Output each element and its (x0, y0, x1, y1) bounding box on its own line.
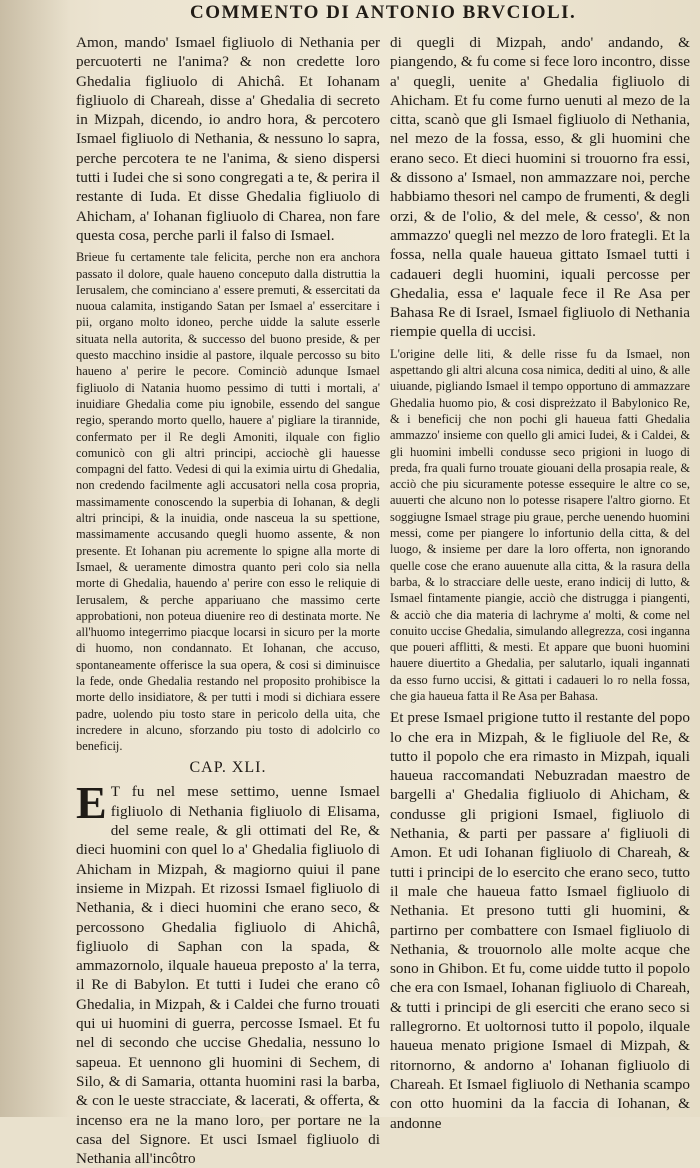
commentary-paragraph: Brieue fu certamente tale felicita, perche non era anchora passato il dolore, quale haueno conceputo dalla distruttia la Ierusalem, che cominciano a' essere premuti, & essercitati da nuoua calamita, instigando Satan per Ismael a' essercitare i pii, organo molto idoneo, perche uidde la salute esserle situata nella autorita, & successo del buono preside, & per questo macchino insidie al pastore, ilquale percosso su bito haueno a' perire le pecore. Cominciò adunque Ismael figliuolo di Natania huomo pessimo di tutti i mortali, a' inuidiare Ghedalia come piu ignobile, essendo del sangue regio, sperando morto quello, hauere a' pigliare la tirannide, confermato per il Re degli Amoniti, ilquale con figlio comunicò con gli altri principi, acciochè gli hauesse compagni del fatto. Vedesi di qui la eximia uirtu di Ghedalia, non credendo facilmente agli accusatori nella cosa propria, massimamente conoscendo la superbia di Iohanan, & degli altri principi, & la inuidia, onde nasceua la su spettione, massimamente accusando quegli huomo assente, & non presente. Et Iohanan piu acremente lo spigne alla morte di Ismael, & ueramente dimostra quanto peri colo sia nella morte di Ghedalia, hauendo a' perire con esso le reliquie di Ierusalem, & perche appariuano che massimo certe approbationi, non poteua diuenire reo di destinata morte. Ne all'huomo integerrimo piacque locarsi in sicuro per la morte di huomo, non condannato. Et Iohanan, che accuso, spontaneamente offerisce la sua opera, & cosi si diminuisce la fede, onde Ghedalia restando nel proposito prohibisce la morte dello insidiatore, & per tutti i modi si dichiara essere padre, uolendo piu tosto stare in pericolo della uita, che incredere in alcuno, sforzando piu tosto di adolcirlo co beneficij. (76, 250, 380, 754)
right-column (390, 33, 690, 1132)
scripture-paragraph: Et prese Ismael prigione tutto il restante del popo lo che era in Mizpah, & le figliuole del Re, & tutto il popolo che era rimasto in Mizpah, iquali haueua raccomandati Nebuzradan maestro de bargelli a' Ghedalia figliuolo di Ahicham, & condusse gli prigioni Ismael, figliuolo di Nethania, & parti per passare a' figliuoli di Amon. Et udi Iohanan figliuolo di Chareah, & tutti i principi de lo esercito che erano seco, tutto il male che haueua fatto Ismael figliuolo di Nethania. Et presono tutti gli huomini, & partirno per combattere con Ismael figliuolo di Nethania, & trouornolo alle molte acque che sono in Ghibon. Et fu, come uidde tutto il popolo che era con Ismael, Iohanan figliuolo di Chareah, & tutti i principi de gli eserciti che erano seco si rallegrorno. Et uoltornosi tutto il popolo, ilquale haueua menato prigione Ismael di Mizpah, & ritornorno, & andorno a' Iohanan figliuolo di Chareah. Et Ismael figliuolo di Nethania scampo con otto huomini da la faccia di Iohanan, & andonne (390, 709, 690, 1132)
scripture-paragraph: di quegli di Mizpah, ando' andando, & piangendo, & fu come si fece loro incontro, disse a' quegli, uenite a' Ghedalia figliuolo di Ahicham. Et fu come furno uenuti al mezo de la citta, scanò que gli Ismael figliuolo di Nethania, nel mezo de la fossa, esso, & gli huomini che erano seco. Et dieci huomini si trouorno fra essi, & dissono a' Ismael, non ammazzare noi, perche habbiamo thesori nel campo de frumenti, & degli orzi, & de l'olio, & del mele, & cesso', & non ammazzo' quegli nel mezzo de loro frategli. Et la fossa, nella quale haueua gittato Ismael tutti i cadaueri degli huomini, iquali percosse per Ghedalia, essa e' laquale fece il Re Asa per Bahasa Re di Israel, Ismael figliuolo di Nethania riempie quella di uccisi. (390, 34, 690, 341)
left-column (76, 33, 380, 1168)
scripture-paragraph: Amon, mando' Ismael figliuolo di Nethania per percuoterti ne l'anima? & non credette loro Ghedalia figliuolo di Ahichâ. Et Iohanam figliuolo di Chareah, disse a' Ghedalia di secreto in Mizpah, dicendo, io andro hora, & percotero Ismael figliuolo di Nethania, & nessuno lo sapra, perche percotera te ne l'anima, & sieno dispersi tutti i Iudei che si sono congregati a te, & perira il restante di Iuda. Et disse Ghedalia figliuolo di Ahicham, a' Iohanan figliuolo di Charea, non fare questa cosa, perche parli il falso di Ismael. (76, 34, 380, 244)
chapter-opening (76, 777, 380, 1168)
chapter-heading: CAP. XLI. (189, 759, 267, 777)
running-head: COMMENTO DI ANTONIO BRVCIOLI. (190, 2, 577, 23)
scripture-paragraph: T fu nel mese settimo, uenne Ismael figliuolo di Nethania figliuolo di Elisama, del seme reale, & gli ottimati del Re, & dieci huomini con quel lo a' Ghedalia figliuolo di Ahicham in Mizpah, & magiorno quiui il pane insieme in Mizpah. Et rizossi Ismael figliuolo di Nethania, & i dieci huomini che erano seco, & percossono Ghedalia figliuolo di Ahichâ, figliuolo di Saphan con la spada, & ammazornolo, ilquale haueua preposto a' la terra, il Re di Babylon. Et tutti i Iudei che erano cô Ghedalia, in Mizpah, & i Caldei che furno trouati qui ui huomini di guerra, percosse Ismael. Et fu nel di secondo che uccise Ghedalia, nessuno lo sapeua. Et uennono gli huomini di Sechem, di Silo, & di Samaria, ottanta huomini rasi la barba, & con le ueste stracciate, & lacerati, & offerta, & incenso era ne la mano loro, per portare ne la casa del Signore. Et usci Ismael figliuolo di Nethania all'incôtro (76, 783, 380, 1168)
commentary-paragraph: L'origine delle liti, & delle risse fu da Ismael, non aspettando gli altri alcuna cosa nimica, dediti al uino, & alle uiuande, pigliando Ismael il tempo opportuno di ammazzare Ghedalia huomo pio, & cosi dispreżzato il Babylonico Re, & i beneficij che non pochi gli haueua fatti Ghedalia ammazzo' insieme con quello gli amici Iudei, & i Caldei, & gli huomini imbelli condusse seco prigioni in luogo di preda, fra quali furno trouate giouani della prosapia reale, & acciò che piu sicuramente potesse essequire le altre co se, auuerti che alcuno non lo potesse risapere l'altro giorno. Et soggiugne Ismael strage piu graue, perche uenendo huomini messi, come per piangere lo infortunio della citta, & del luogo, & insieme per dare la loro offerta, non ignorando quelle cose che erano auuenute alla citta, & la rasura della barba, & lo stracciare delle ueste, erano indicij di lutto, & Ismael fintamente piangie, acciò che distrugga i piangenti, & acciò che dia materia di lachryme a' molti, & come nel conuito uccise Ghedalia, simulando allegrezza, cosi inganna que poueri afflitti, & mesti. Et appare que buoni huomini hauere diuertito a Ghedalia, per salutarlo, iquali ingannati da esso furno uccisi, & gittati i cadaueri lo ro nella fossa, che gia haueua fatta il Re Asa per Bahasa. (390, 346, 690, 703)
binding-shadow (0, 0, 70, 1117)
drop-cap: E (76, 777, 107, 829)
